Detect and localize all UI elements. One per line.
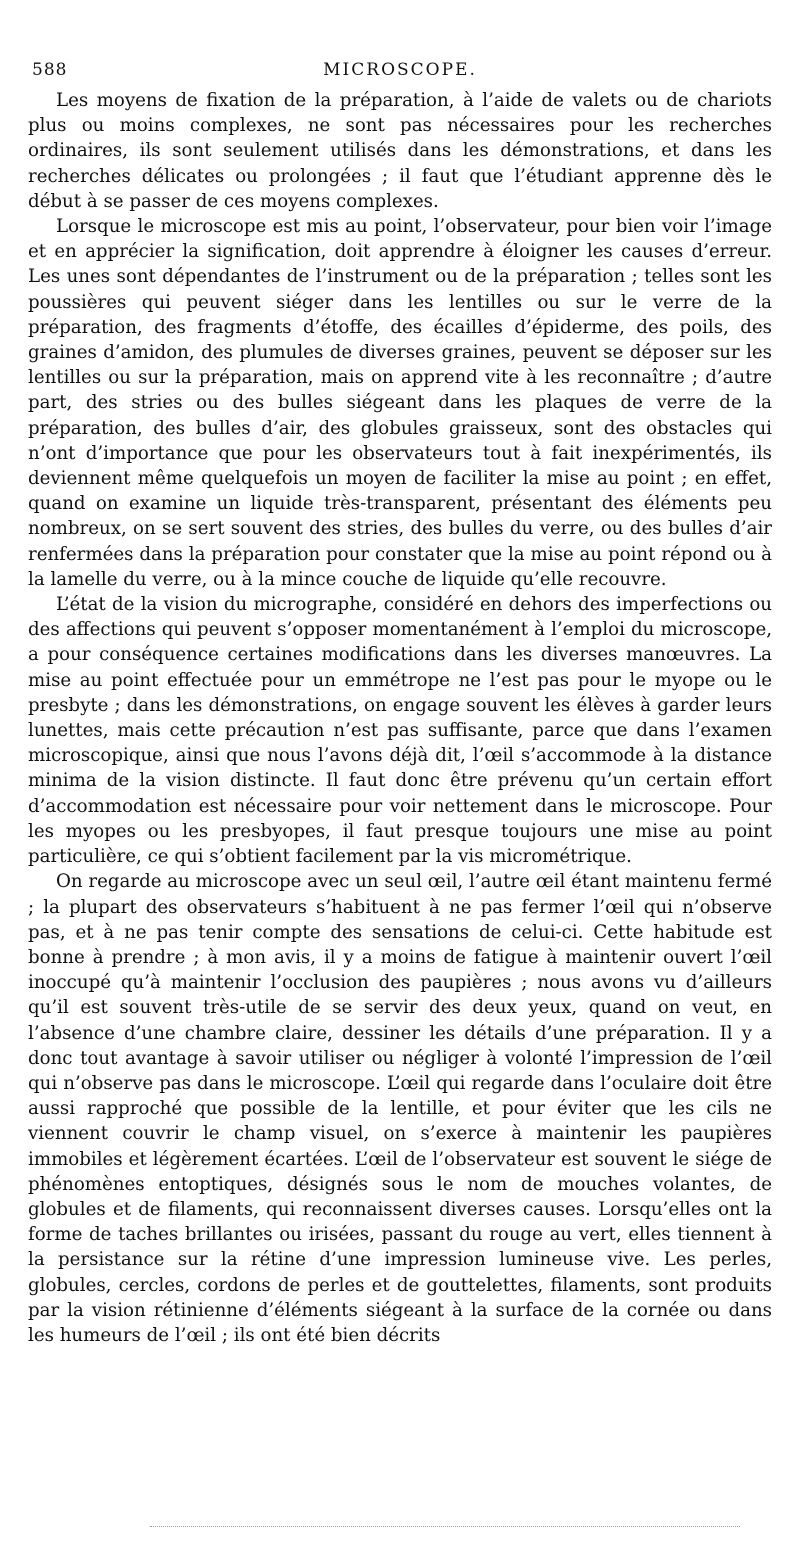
running-title: MICROSCOPE. [323, 60, 477, 80]
paragraph-seul-oeil: On regarde au microscope avec un seul œil, l’autre œil étant maintenu fermé ; la plupart des observateurs s’habituent à ne pas fermer l’œil qui n’observe pas, et à ne pas tenir compte des sensations de celui-ci. Cette habitude est bonne à prendre ; à mon avis, il y a moins de fatigue à maintenir ouvert l’œil inoccupé qu’à maintenir l’occlusion des paupières ; nous avons vu d’ailleurs qu’il est souvent très-utile de se servir des deux yeux, quand on veut, en l’absence d’une chambre claire, dessiner les détails d’une préparation. Il y a donc tout avantage à savoir utiliser ou négliger à volonté l’impression de l’œil qui n’observe pas dans le microscope. L’œil qui regarde dans l’oculaire doit être aussi rapproché que possible de la lentille, et pour éviter que les cils ne viennent couvrir le champ visuel, on s’exerce à maintenir les paupières immobiles et légèrement écartées. L’œil de l’observateur est souvent le siége de phénomènes entoptiques, désignés sous le nom de mouches volantes, de globules et de filaments, qui reconnaissent diverses causes. Lorsqu’elles ont la forme de taches brillantes ou irisées, passant du rouge au vert, elles tiennent à la persistance sur la rétine d’une impression lumineuse vive. Les perles, globules, cercles, cordons de perles et de gouttelettes, filaments, sont produits par la vision rétinienne d’éléments siégeant à la surface de la cornée ou dans les humeurs de l’œil ; ils ont été bien décrits [28, 871, 772, 1346]
book-page [28, 60, 772, 1348]
paragraph-etat-vision: L’état de la vision du micrographe, considéré en dehors des imperfections ou des affections qui peuvent s’opposer momentanément à l’emploi du microscope, a pour conséquence certaines modifications dans les diverses manœuvres. La mise au point effectuée pour un emmétrope ne l’est pas pour le myope ou le presbyte ; dans les démonstrations, on engage souvent les élèves à garder leurs lunettes, mais cette précaution n’est pas suffisante, parce que dans l’examen microscopique, ainsi que nous l’avons déjà dit, l’œil s’accommode à la distance minima de la vision distincte. Il faut donc être prévenu qu’un certain effort d’accommodation est nécessaire pour voir nettement dans le microscope. Pour les myopes ou les presbyopes, il faut presque toujours une mise au point particulière, ce qui s’obtient facilement par la vis micrométrique. [28, 594, 772, 868]
page-number: 588 [32, 60, 68, 80]
running-head [28, 60, 772, 88]
body-text [28, 88, 772, 1348]
footer-rule [150, 1526, 740, 1527]
paragraph-causes-erreur: Lorsque le microscope est mis au point, l’observateur, pour bien voir l’image et en apprécier la signification, doit apprendre à éloigner les causes d’erreur. Les unes sont dépendantes de l’instrument ou de la préparation ; telles sont les poussières qui peuvent siéger dans les lentilles ou sur le verre de la préparation, des fragments d’étoffe, des écailles d’épiderme, des poils, des graines d’amidon, des plumules de diverses graines, peuvent se déposer sur les lentilles ou sur la préparation, mais on apprend vite à les reconnaître ; d’autre part, des stries ou des bulles siégeant dans les plaques de verre de la préparation, des bulles d’air, des globules graisseux, sont des obstacles qui n’ont d’importance que pour les observateurs tout à fait inexpérimentés, ils deviennent même quelquefois un moyen de faciliter la mise au point ; en effet, quand on examine un liquide très-transparent, présentant des éléments peu nombreux, on se sert souvent des stries, des bulles du verre, ou des bulles d’air renfermées dans la préparation pour constater que la mise au point répond ou à la lamelle du verre, ou à la mince couche de liquide qu’elle recouvre. [28, 216, 772, 590]
paragraph-fixation: Les moyens de fixation de la préparation, à l’aide de valets ou de chariots plus ou moins complexes, ne sont pas nécessaires pour les recherches ordinaires, ils sont seulement utilisés dans les démonstrations, et dans les recherches délicates ou prolongées ; il faut que l’étudiant apprenne dès le début à se passer de ces moyens complexes. [28, 90, 772, 212]
